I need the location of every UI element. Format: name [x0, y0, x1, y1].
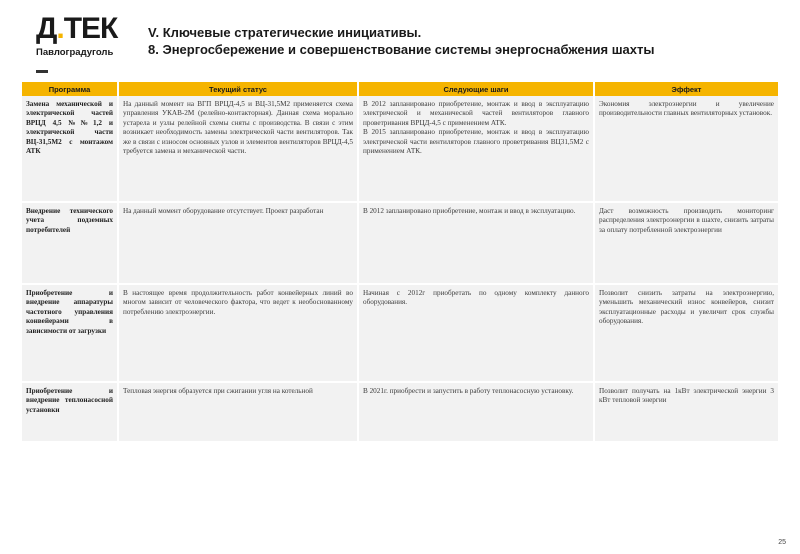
next-step-text: В 2012 запланировано приобретение, монтаж и ввод в эксплуатацию электрической и механической частей вентиляторов главного проветривания ВРЦД-4,5 с применением АТК.: [363, 100, 589, 127]
effect-cell: Позволит снизить затраты на электроэнергию, уменьшить механический износ конвейеров, снизит эксплуатационные расходы и увеличит срок службы оборудования.: [594, 284, 778, 382]
logo-bar: [36, 70, 48, 73]
page-number: 25: [778, 539, 786, 546]
header-status: Текущий статус: [118, 82, 358, 96]
next-steps-cell: [358, 202, 594, 284]
status-cell: На данный момент на ВГП ВРЦД-4,5 и ВЦ-31,5М2 применяется схема управления УКАВ-2М (релейно-контакторная). Данная схема морально устарела и узлы релейной схемы сняты с производства. В связи с этим возникает необходимость замены электрической части вентиляторов. Так же в связи с износом основных узлов и элементов вентиляторов ВРЦД-4,5 требуется замена и механической части.: [118, 96, 358, 202]
initiatives-table: [22, 82, 778, 443]
effect-cell: Экономия электроэнергии и увеличение производительности главных вентиляторных установок.: [594, 96, 778, 202]
title-line-1: V. Ключевые стратегические инициативы.: [148, 25, 422, 40]
next-step-text: Начиная с 2012г приобретать по одному комплекту данного оборудования.: [363, 289, 589, 307]
table-row: [22, 96, 778, 202]
table-row: [22, 382, 778, 442]
program-cell: Внедрение технического учета подземных потребителей: [22, 202, 118, 284]
slide-title: [148, 24, 654, 58]
next-steps-cell: [358, 96, 594, 202]
header-next-steps: Следующие шаги: [358, 82, 594, 96]
status-cell: На данный момент оборудование отсутствует. Проект разработан: [118, 202, 358, 284]
effect-cell: Позволит получать на 1кВт электрической энергии 3 кВт тепловой энергии: [594, 382, 778, 442]
company-logo: [36, 14, 136, 74]
dtek-logo-mark: Д.ТЕК: [36, 12, 118, 45]
status-cell: В настоящее время продолжительность работ конвейерных линий во многом зависит от человеческого фактора, что ведет к необоснованному потреблению электроэнергии.: [118, 284, 358, 382]
next-step-text: В 2012 запланировано приобретение, монтаж и ввод в эксплуатацию.: [363, 207, 576, 215]
table-header-row: [22, 82, 778, 96]
next-step-text: В 2015 запланировано приобретение, монтаж и ввод в эксплуатацию электрической части вентиляторов главного проветривания ВЦ31,5М2 с применением АТК.: [363, 128, 589, 156]
program-cell: Замена механической и электрической частей ВРЦД 4,5 №№1,2 и электрической части ВЦ-31,5М2 с монтажом АТК: [22, 96, 118, 202]
header-program: Программа: [22, 82, 118, 96]
next-steps-cell: [358, 382, 594, 442]
next-step-text: В 2021г. приобрести и запустить в работу теплонасосную установку.: [363, 387, 574, 395]
next-steps-cell: [358, 284, 594, 382]
table-row: [22, 284, 778, 382]
header-effect: Эффект: [594, 82, 778, 96]
logo-subtitle: Павлоградуголь: [36, 47, 114, 58]
table-row: [22, 202, 778, 284]
program-cell: Приобретение и внедрение аппаратуры частотного управления конвейерами в зависимости от загрузки: [22, 284, 118, 382]
effect-cell: Даст возможность производить мониторинг распределения электроэнергии в шахте, снизить затраты за оплату потребленной электроэнергии: [594, 202, 778, 284]
status-cell: Тепловая энергия образуется при сжигании угля на котельной: [118, 382, 358, 442]
title-line-2: 8. Энергосбережение и совершенствование системы энергоснабжения шахты: [148, 42, 655, 57]
program-cell: Приобретение и внедрение теплонасосной установки: [22, 382, 118, 442]
